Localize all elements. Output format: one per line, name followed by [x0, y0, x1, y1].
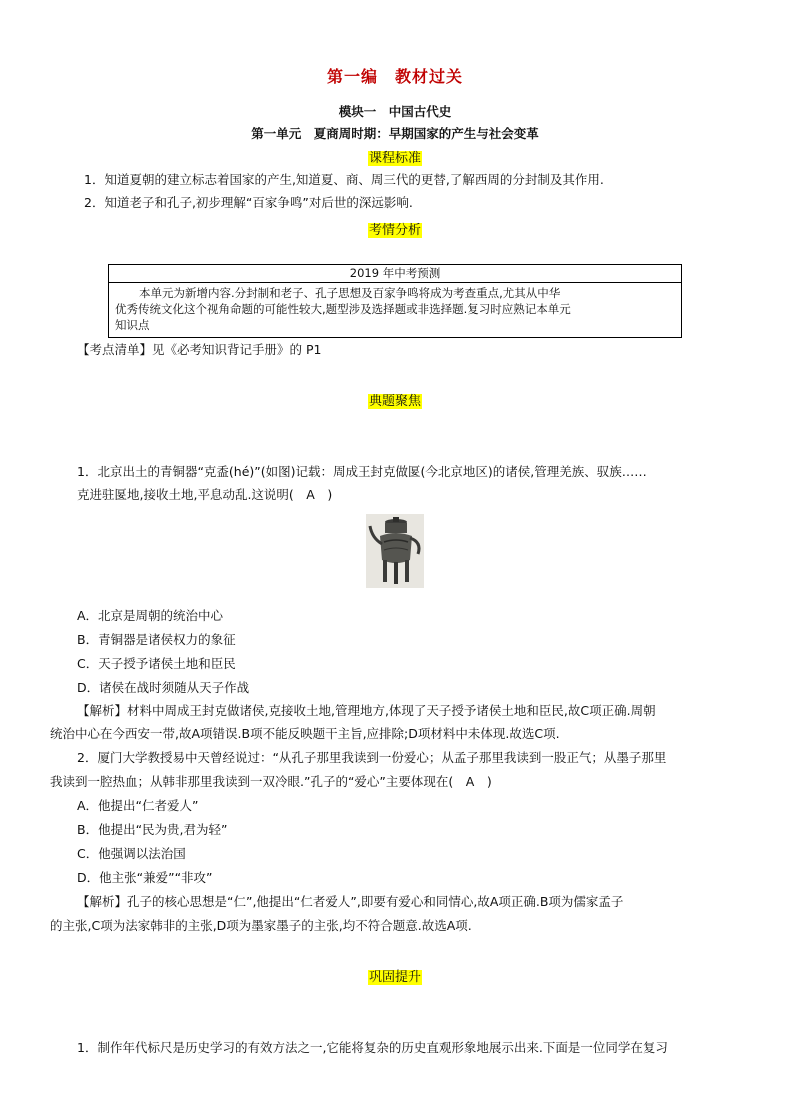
- unit-heading: 第一单元 夏商周时期：早期国家的产生与社会变革: [251, 126, 539, 141]
- q1-option-c: C．天子授予诸侯土地和臣民: [77, 656, 236, 671]
- q1-stem-line1: 1．北京出土的青铜器“克盉(hé)”(如图)记载：周成王封克做匽(今北京地区)的诸侯,管理羌族、驭族……: [77, 464, 647, 479]
- checklist-note: 【考点清单】见《必考知识背记手册》的 P1: [77, 342, 322, 357]
- standard-2: 2．知道老子和孔子,初步理解“百家争鸣”对后世的深远影响.: [84, 195, 413, 210]
- q1-analysis-line1: 【解析】材料中周成王封克做诸侯,克接收土地,管理地方,体现了天子授予诸侯土地和臣民,故C项正确.周朝: [77, 703, 656, 718]
- q2-option-d: D．他主张“兼爱”“非攻”: [77, 870, 213, 885]
- forecast-table: [108, 264, 682, 338]
- q1-option-d: D．诸侯在战时须随从天子作战: [77, 680, 250, 695]
- section-standard-label: 课程标准: [368, 151, 421, 166]
- section-standard: [0, 147, 790, 166]
- q2-option-b: B．他提出“民为贵,君为轻”: [77, 822, 228, 837]
- bronze-vessel-image: [366, 514, 424, 588]
- section-analysis-label: 考情分析: [368, 223, 421, 238]
- forecast-body: [109, 283, 681, 333]
- q1-option-a: A．北京是周朝的统治中心: [77, 608, 224, 623]
- standard-1: 1．知道夏朝的建立标志着国家的产生,知道夏、商、周三代的更替,了解西周的分封制及其作用.: [84, 172, 604, 187]
- q2-analysis-line1: 【解析】孔子的核心思想是“仁”,他提出“仁者爱人”,即要有爱心和同情心,故A项正确.B项为儒家孟子: [77, 894, 624, 909]
- section-improve: [0, 966, 790, 985]
- section-focus-label: 典题聚焦: [368, 394, 421, 409]
- q1-stem-line2: 克进驻匽地,接收土地,平息动乱.这说明( A ): [77, 487, 333, 502]
- q2-stem-line2: 我读到一腔热血；从韩非那里我读到一双冷眼.”孔子的“爱心”主要体现在( A ): [50, 774, 492, 789]
- section-analysis: [0, 219, 790, 238]
- page-title: 第一编 教材过关: [326, 67, 463, 86]
- q1-option-b: B．青铜器是诸侯权力的象征: [77, 632, 236, 647]
- forecast-line: 优秀传统文化这个视角命题的可能性较大,题型涉及选择题或非选择题.复习时应熟记本单元: [115, 302, 571, 316]
- q2-analysis-line2: 的主张,C项为法家韩非的主张,D项为墨家墨子的主张,均不符合题意.故选A项.: [50, 918, 472, 933]
- q2-option-a: A．他提出“仁者爱人”: [77, 798, 199, 813]
- forecast-line: 知识点: [115, 318, 150, 332]
- q2-option-c: C．他强调以法治国: [77, 846, 186, 861]
- module-heading: 模块一 中国古代史: [338, 104, 452, 119]
- section-focus: [0, 390, 790, 409]
- q2-stem-line1: 2．厦门大学教授易中天曾经说过：“从孔子那里我读到一份爱心；从孟子那里我读到一股正气；从墨子那里: [77, 750, 667, 765]
- q3-stem-line1: 1．制作年代标尺是历史学习的有效方法之一,它能将复杂的历史直观形象地展示出来.下面是一位同学在复习: [77, 1040, 668, 1055]
- forecast-line: 本单元为新增内容.分封制和老子、孔子思想及百家争鸣将成为考查重点,尤其从中华: [139, 286, 561, 300]
- section-improve-label: 巩固提升: [368, 970, 421, 985]
- q1-analysis-line2: 统治中心在今西安一带,故A项错误.B项不能反映题干主旨,应排除;D项材料中未体现.故选C项.: [50, 726, 560, 741]
- forecast-head: 2019 年中考预测: [109, 265, 681, 283]
